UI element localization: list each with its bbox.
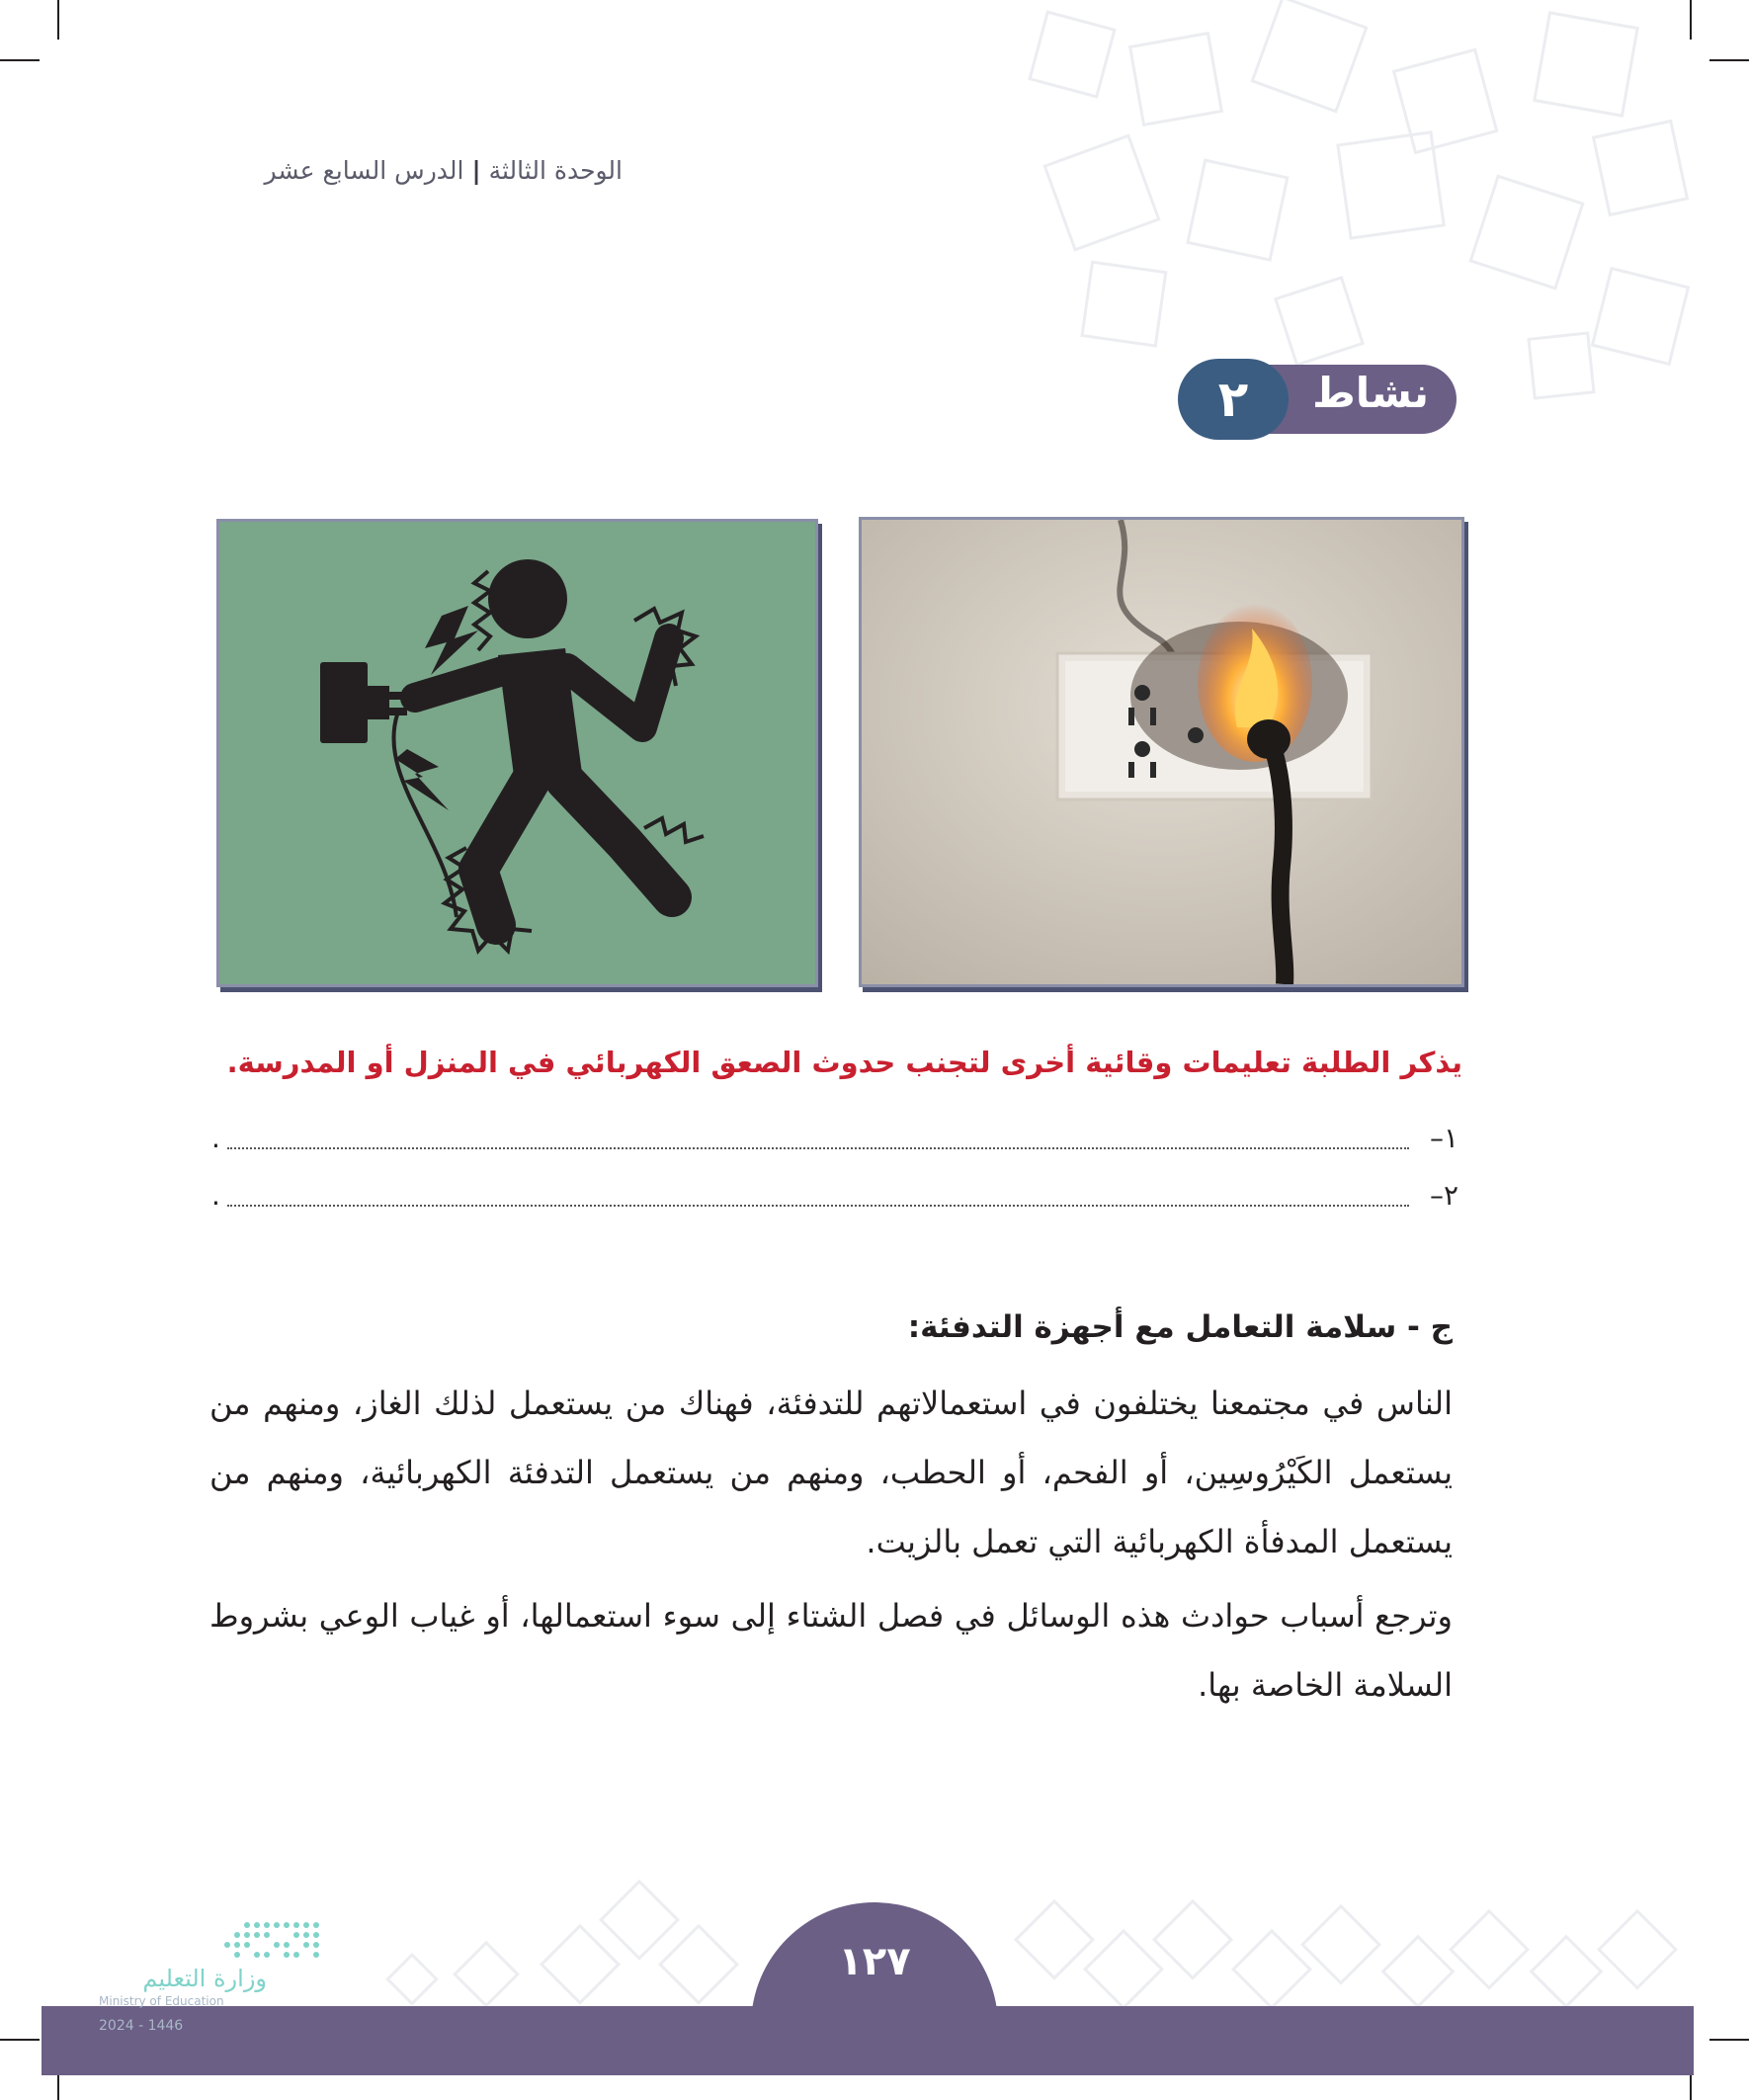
burning-socket-photo bbox=[859, 517, 1464, 987]
page-number-tab bbox=[751, 1902, 998, 2075]
electric-shock-pictogram-icon bbox=[219, 522, 815, 984]
answer-number: ٢– bbox=[1429, 1179, 1458, 1212]
dotted-answer-line bbox=[227, 1205, 1409, 1207]
crop-mark bbox=[57, 0, 59, 40]
answer-line-2[interactable] bbox=[211, 1179, 1458, 1218]
crop-mark bbox=[0, 59, 40, 61]
answer-line-1[interactable] bbox=[211, 1122, 1458, 1161]
breadcrumb-lesson: الدرس السابع عشر bbox=[264, 156, 464, 185]
crop-mark bbox=[0, 2039, 40, 2041]
burning-socket-icon bbox=[862, 520, 1461, 984]
crop-mark bbox=[1709, 59, 1749, 61]
crop-mark bbox=[1709, 2039, 1749, 2041]
activity-number: ٢ bbox=[1178, 359, 1289, 440]
breadcrumb-separator: | bbox=[471, 156, 481, 185]
ministry-name: وزارة التعليم bbox=[142, 1965, 267, 1992]
breadcrumb bbox=[208, 156, 623, 185]
activity-instruction: يذكر الطلبة تعليمات وقائية أخرى لتجنب حدوث الصعق الكهربائي في المنزل أو المدرسة. bbox=[226, 1046, 1462, 1079]
section-heading: ج - سلامة التعامل مع أجهزة التدفئة: bbox=[907, 1309, 1453, 1345]
dotted-answer-line bbox=[227, 1147, 1409, 1149]
body-paragraph: الناس في مجتمعنا يختلفون في استعمالاتهم للتدفئة، فهناك من يستعمل لذلك الغاز، ومنهم من يستعمل الكَيْرُوسِين، أو الفحم، أو الحطب، ومنهم من يستعمل التدفئة الكهربائية، ومنهم من يستعمل المدفأة الكهربائية التي تعمل بالزيت. bbox=[209, 1385, 1453, 1560]
body-paragraph: وترجع أسباب حوادث هذه الوسائل في فصل الشتاء إلى سوء استعمالها، أو غياب الوعي بشروط السلامة الخاصة بها. bbox=[209, 1597, 1453, 1704]
answer-end-mark: . bbox=[211, 1179, 220, 1212]
edition-year: 2024 - 1446 bbox=[99, 2018, 184, 2034]
electric-shock-illustration bbox=[216, 519, 818, 987]
breadcrumb-unit: الوحدة الثالثة bbox=[488, 156, 623, 185]
activity-label: نشاط bbox=[1312, 369, 1429, 417]
answer-end-mark: . bbox=[211, 1122, 220, 1154]
crop-mark bbox=[1690, 0, 1692, 40]
answer-number: ١– bbox=[1429, 1122, 1458, 1154]
page-number: ١٢٧ bbox=[838, 1939, 911, 1984]
activity-badge bbox=[1178, 359, 1457, 440]
ministry-name-english: Ministry of Education bbox=[99, 1994, 224, 2008]
